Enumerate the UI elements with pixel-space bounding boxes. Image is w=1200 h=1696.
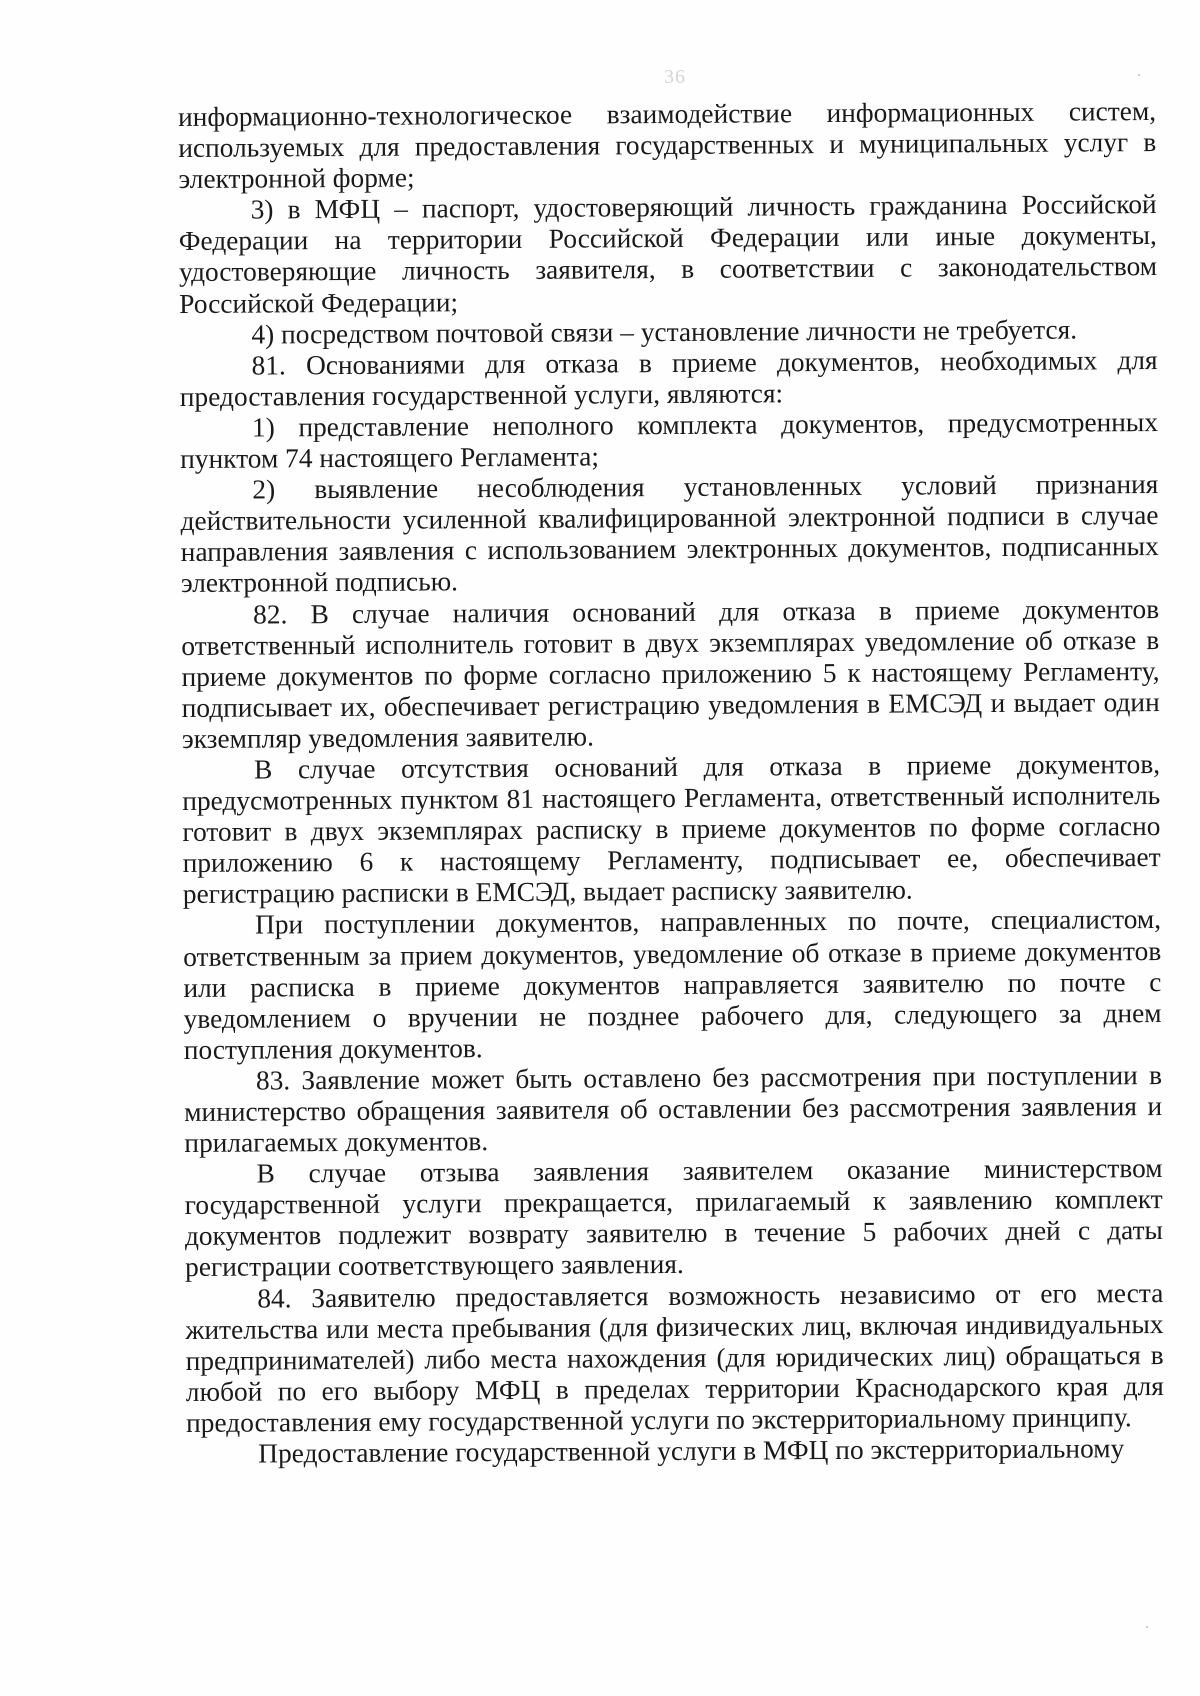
- scan-speck: [1146, 1626, 1148, 1628]
- paragraph-11: В случае отзыва заявления заявителем оказание министерством государственной услуги прекращается, прилагаемый к заявлению комплект документов подлежит возврату заявителю в течение 5 рабочих дней с даты регистрации соответствующего заявления.: [184, 1153, 1164, 1283]
- paragraph-4: 81. Основаниями для отказа в приеме документов, необходимых для предоставления государственной услуги, являются:: [179, 344, 1158, 412]
- paragraph-13: Предоставление государственной услуги в МФЦ по экстерриториальному: [258, 1433, 1125, 1469]
- page-number: 36: [664, 66, 686, 88]
- scan-speck: [1138, 74, 1140, 76]
- paragraph-3: 4) посредством почтовой связи – установление личности не требуется.: [251, 314, 1078, 350]
- paragraph-8: В случае отсутствия оснований для отказа в приеме документов, предусмотренных пунктом 81 настоящего Регламента, ответственный исполнитель готовит в двух экземплярах расписку в приеме документов по форме согласно приложению 6 к настоящему Регламенту, подписывает ее, обеспечивает регистрацию расписки в ЕМСЭД, выдает расписку заявителю.: [182, 748, 1161, 910]
- paragraph-6: 2) выявление несоблюдения установленных условий признания действительности усиленной квалифицированной электронной подписи в случае направления заявления с использованием электронных документов, подписанных электронной подписью.: [180, 469, 1159, 599]
- paragraph-2: 3) в МФЦ – паспорт, удостоверяющий личность гражданина Российской Федерации на территории Российской Федерации или иные документы, удостоверяющие личность заявителя, в соответствии с законодательством Российской Федерации;: [178, 189, 1158, 319]
- paragraph-5: 1) представление неполного комплекта документов, предусмотренных пунктом 74 настоящего Регламента;: [180, 406, 1159, 475]
- paragraph-7: 82. В случае наличия оснований для отказа в приеме документов ответственный исполнитель готовит в двух экземплярах уведомление об отказе в приеме документов по форме согласно приложению 5 к настоящему Регламенту, подписывает их, обеспечивает регистрацию уведомления в ЕМСЭД и выдает один экземпляр уведомления заявителю.: [181, 593, 1160, 754]
- paragraph-10: 83. Заявление может быть оставлено без рассмотрения при поступлении в министерство обращения заявителя об оставлении без рассмотрения заявления и прилагаемых документов.: [184, 1059, 1163, 1159]
- document-body: [178, 96, 1164, 1470]
- paragraph-1: информационно-технологическое взаимодействие информационных систем, используемых для предоставления государственных и муниципальных услуг в электронной форме;: [178, 96, 1157, 195]
- paragraph-9: При поступлении документов, направленных по почте, специалистом, ответственным за прием документов, уведомление об отказе в приеме документов или расписка в приеме документов направляется заявителю по почте с уведомлением о вручении не позднее рабочего для, следующего за днем поступления документов.: [183, 904, 1162, 1065]
- paragraph-12: 84. Заявителю предоставляется возможность независимо от его места жительства или места пребывания (для физических лиц, включая индивидуальных предпринимателей) либо места нахождения (для юридических лиц) обращаться в любой по его выбору МФЦ в пределах территории Краснодарского края для предоставления ему государственной услуги по экстерриториальному принципу.: [185, 1277, 1164, 1438]
